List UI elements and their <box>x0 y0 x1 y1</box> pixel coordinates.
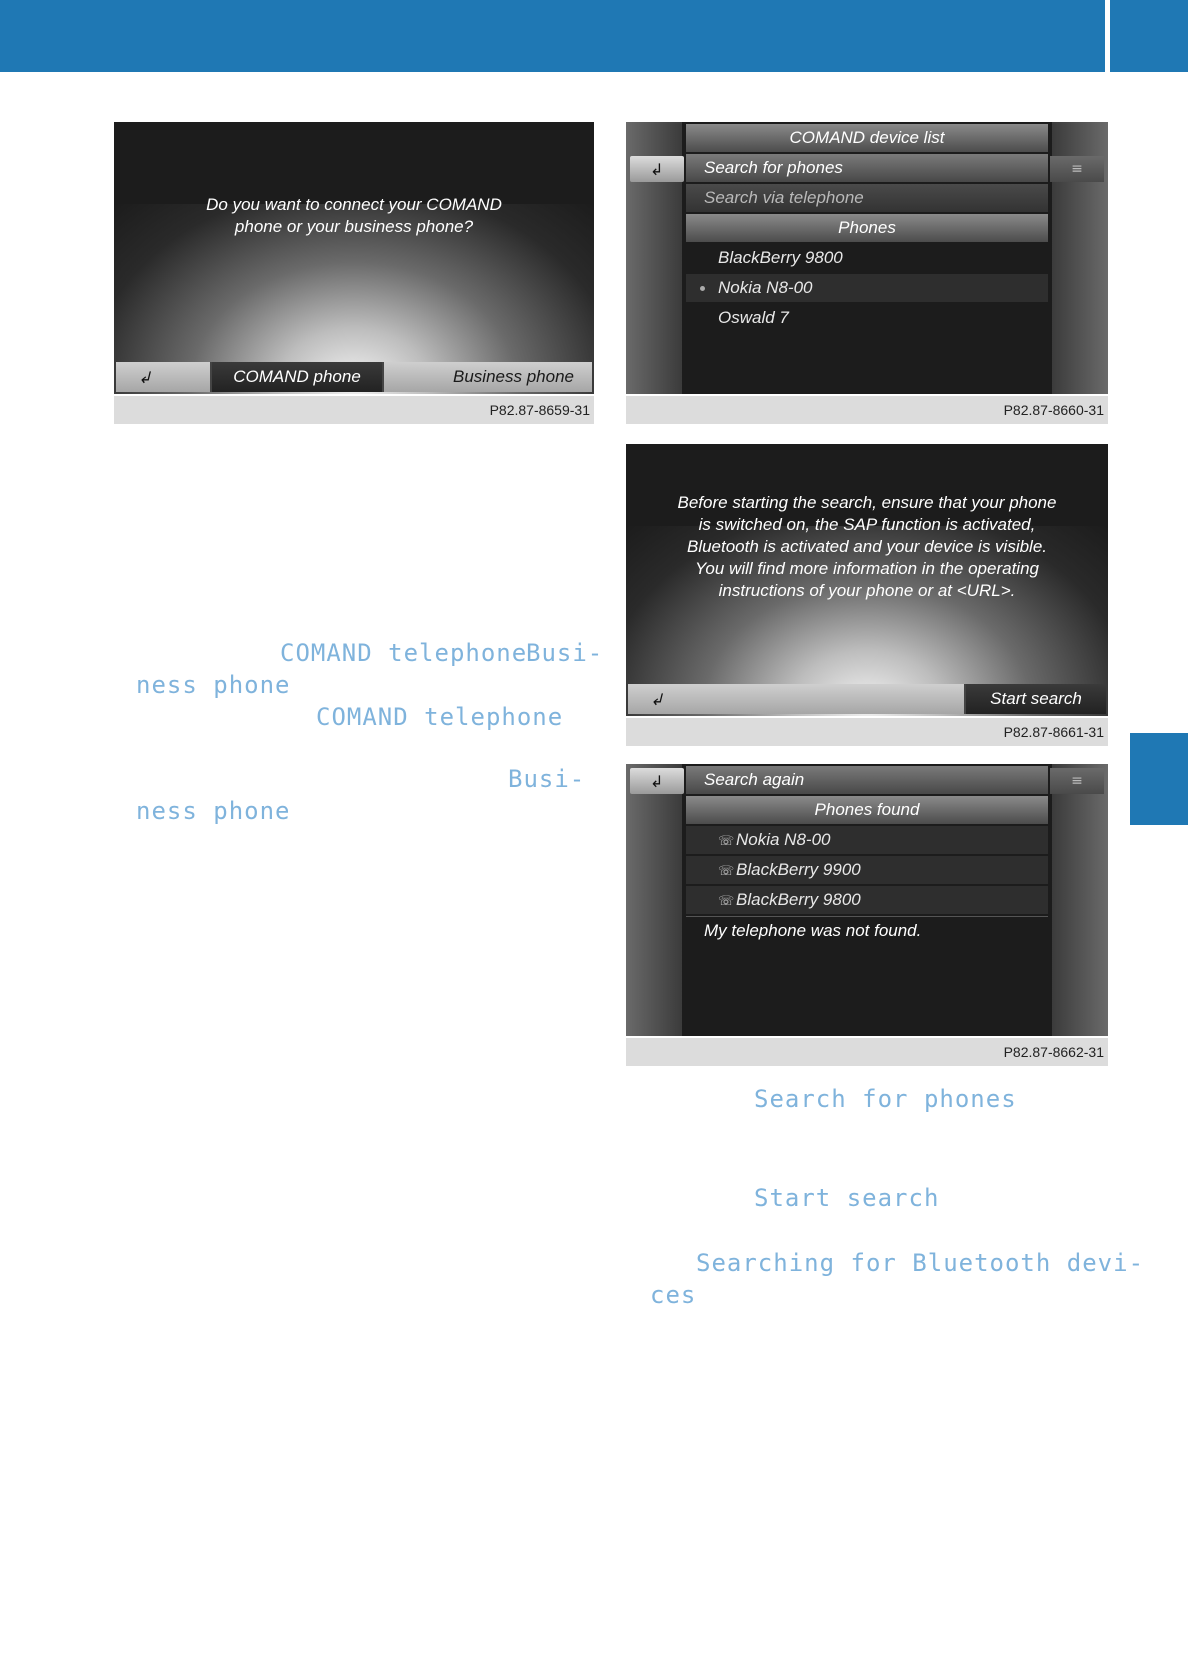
options-icon[interactable]: ≡ <box>1050 156 1104 182</box>
figure-caption: P82.87-8661-31 <box>626 718 1108 746</box>
message-line: You will find more information in the operating <box>695 559 1039 578</box>
start-search-label: Start search <box>990 689 1082 708</box>
options-icon[interactable]: ≡ <box>1050 768 1104 794</box>
message-line: Bluetooth is activated and your device is visible. <box>686 537 1048 556</box>
screenshot-connect-phone <box>114 122 594 394</box>
figure-caption: P82.87-8660-31 <box>626 396 1108 424</box>
list-item-label: Nokia N8-00 <box>736 830 831 849</box>
screenshot-device-list <box>626 122 1108 394</box>
phones-found-list <box>686 764 1048 1036</box>
message-line: is switched on, the SAP function is activated, <box>698 515 1036 534</box>
message-line: Before starting the search, ensure that your phone <box>677 493 1057 512</box>
text-fragment: COMAND telephone <box>280 639 528 667</box>
list-item[interactable] <box>686 274 1048 302</box>
message-line: instructions of your phone or at <URL>. <box>718 581 1016 600</box>
right-rail <box>1052 764 1108 1036</box>
connect-message <box>114 194 594 238</box>
figure-caption: P82.87-8662-31 <box>626 1038 1108 1066</box>
phone-icon: ☏ <box>718 893 735 908</box>
list-header: COMAND device list <box>686 124 1048 152</box>
text-fragment: Searching for Bluetooth devi- <box>696 1249 1145 1277</box>
device-list <box>686 122 1048 394</box>
phones-found-header: Phones found <box>686 796 1048 824</box>
back-button[interactable] <box>630 156 684 182</box>
search-again-item[interactable]: Search again <box>686 766 1048 794</box>
phone-icon: ☏ <box>718 833 735 848</box>
back-button[interactable] <box>630 768 684 794</box>
back-icon <box>650 780 666 790</box>
search-phones-item[interactable]: Search for phones <box>686 154 1048 182</box>
back-icon <box>650 694 666 704</box>
button-bar <box>628 684 1106 714</box>
business-phone-label: Business phone <box>453 367 574 386</box>
screenshot-phones-found <box>626 764 1108 1036</box>
text-fragment: COMAND telephone <box>316 703 564 731</box>
phones-header: Phones <box>686 214 1048 242</box>
chapter-tab <box>1130 733 1188 825</box>
back-icon <box>650 168 666 178</box>
phone-icon: ☏ <box>718 863 735 878</box>
search-telephone-item[interactable]: Search via telephone <box>686 184 1048 212</box>
header-band-right <box>1110 0 1188 72</box>
list-item[interactable] <box>686 856 1048 884</box>
comand-phone-label: COMAND phone <box>233 367 361 386</box>
text-fragment: ness phone <box>136 797 291 825</box>
text-fragment: Search for phones <box>754 1085 1017 1113</box>
list-item[interactable]: Oswald 7 <box>718 308 789 327</box>
message-line: Do you want to connect your COMAND <box>206 195 502 214</box>
list-item[interactable] <box>686 886 1048 914</box>
list-item[interactable]: BlackBerry 9800 <box>718 248 843 267</box>
text-fragment: Busi- <box>526 639 604 667</box>
figure-caption: P82.87-8659-31 <box>114 396 594 424</box>
back-button[interactable] <box>628 684 966 714</box>
business-phone-button[interactable] <box>384 362 592 392</box>
button-bar <box>116 362 592 392</box>
back-icon <box>138 372 154 382</box>
screenshot-search-info <box>626 444 1108 716</box>
not-found-item[interactable]: My telephone was not found. <box>686 916 1048 944</box>
left-rail <box>626 764 682 1036</box>
back-button[interactable] <box>116 362 212 392</box>
list-item-label: BlackBerry 9900 <box>736 860 861 879</box>
text-fragment: Busi- <box>508 765 586 793</box>
list-item[interactable] <box>686 826 1048 854</box>
message-line: phone or your business phone? <box>234 217 474 236</box>
selected-dot-icon <box>700 286 705 291</box>
comand-phone-button[interactable] <box>212 362 384 392</box>
list-item-label: BlackBerry 9800 <box>736 890 861 909</box>
header-band <box>0 0 1105 72</box>
start-search-button[interactable] <box>966 684 1106 714</box>
text-fragment: ces <box>650 1281 697 1309</box>
list-item-label: Nokia N8-00 <box>718 278 813 297</box>
text-fragment: Start search <box>754 1184 940 1212</box>
text-fragment: ness phone <box>136 671 291 699</box>
search-info-message <box>626 492 1108 602</box>
